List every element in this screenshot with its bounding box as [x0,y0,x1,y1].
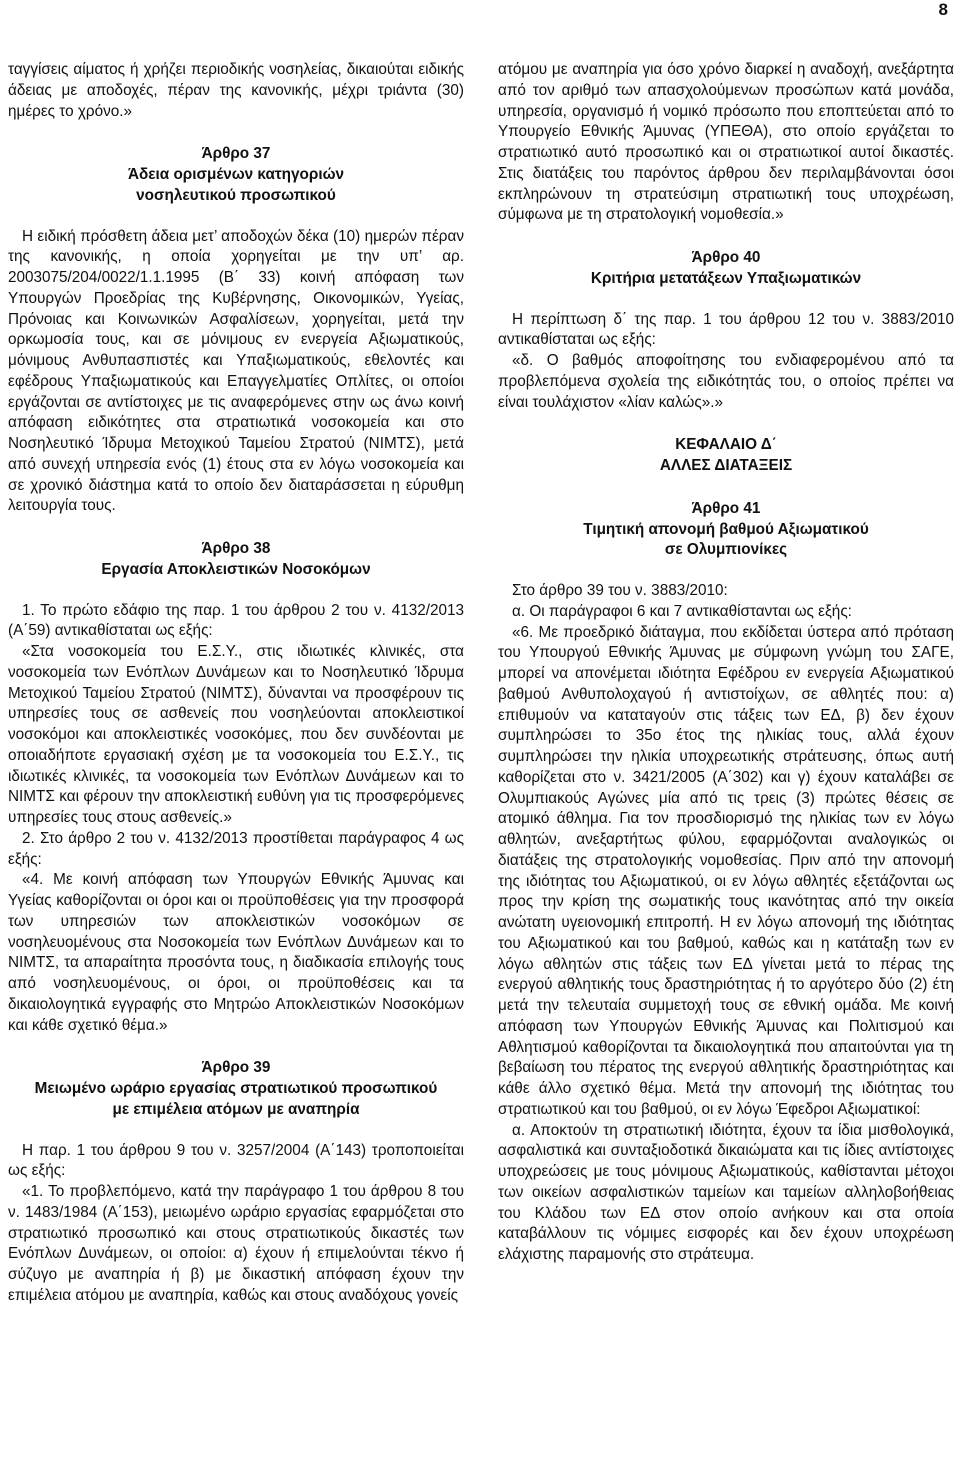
paragraph-continuation: ταγγίσεις αίματος ή χρήζει περιοδικής νοσηλείας, δικαιούται ειδικής άδειας με αποδοχές, πέραν της κανονικής, μέχρι τριάντα (30) ημέρες το χρόνο.» [8,61,464,120]
article-37-title: Άρθρο 37 [201,145,271,163]
article-39-paragraph-1: Η παρ. 1 του άρθρου 9 του ν. 3257/2004 (Α΄143) τροποποιείται ως εξής: [8,1141,464,1180]
article-37-subtitle-line2: νοσηλευτικού προσωπικού [136,186,336,204]
article-41-subtitle-line1: Τιμητική απονομή βαθμού Αξιωματικού [583,520,869,538]
article-39-subtitle-line2: με επιμέλεια ατόμων με αναπηρία [112,1100,360,1118]
article-39-title: Άρθρο 39 [201,1059,271,1077]
article-38-paragraph-4: «4. Με κοινή απόφαση των Υπουργών Εθνικής Άμυνας και Υγείας καθορίζονται οι όροι και οι προϋποθέσεις για την προσφορά των υπηρεσιών των αποκλειστικών νοσοκόμων σε νοσηλευομένους στα Νοσοκομεία των Ενόπλων Δυνάμεων και το ΝΙΜΤΣ, τα απαραίτητα προσόντα τους, η διαδικασία επιλογής τους από νοσηλευομένους, οι όροι, οι προϋποθέσεις και τα δικαιολογητικά εγγραφής στο Μητρώο Αποκλειστικών Νοσοκόμων και κάθε σχετικό θέμα.» [8,871,464,1034]
page-number: 8 [938,0,948,19]
article-37-paragraph: Η ειδική πρόσθετη άδεια μετ’ αποδοχών δέκα (10) ημερών πέραν της κανονικής, η οποία χορηγείται με την υπ’ αρ. 2003075/204/0022/1.1.1995 (Β΄ 33) κοινή απόφαση των Υπουργών Προεδρίας της Κυβέρνησης, Οικονομικών, Υγείας, Πρόνοιας και Κοινωνικών Ασφαλίσεων, χορηγείται, μετά την ορκωμοσία τους, και σε μόνιμους εν ενεργεία Αξιωματικούς, μόνιμους Ανθυπασπιστές και Υπαξιωματικούς, εθελοντές και εφέδρους Υπαξιωματικούς και Επαγγελματίες Οπλίτες, οι οποίοι εργάζονται σε αντίστοιχες με τις αναφερόμενες στην ως άνω κοινή απόφαση ειδικότητες στα στρατιωτικά νοσοκομεία και στο Νοσηλευτικό Ίδρυμα Μετοχικού Ταμείου Στρατού (ΝΙΜΤΣ), μετά από συνεχή υπηρεσία ενός (1) έτους στα εν λόγω νοσοκομεία και σε χρονικό διάστημα κατά το οποίο δεν διαταράσσεται η εύρυθμη λειτουργία τους. [8,227,464,515]
article-41-title: Άρθρο 41 [691,499,761,517]
left-column [8,60,464,1307]
paragraph-continuation: ατόμου με αναπηρία για όσο χρόνο διαρκεί η αναδοχή, ανεξάρτητα από τον αριθμό των απασχολούμενων προσώπων κατά μονάδα, υπηρεσία, οργανισμό ή νομικό πρόσωπο που εποπτεύεται από το Υπουργείο Εθνικής Άμυνας (ΥΠΕΘΑ), στο οποίο εργάζεται το στρατιωτικό αυτό προσωπικό και οι στρατιωτικοί αυτοί δικαστές. Στις διατάξεις του παρόντος άρθρου δεν περιλαμβάνονται όσοι εκπληρώνουν τη στρατεύσιμη στρατιωτική τους υποχρέωση, σύμφωνα με τη στρατολογική νομοθεσία.» [498,61,954,224]
chapter-title: ΚΕΦΑΛΑΙΟ Δ΄ [675,436,777,454]
article-41-paragraph-2: α. Οι παράγραφοι 6 και 7 αντικαθίστανται ως εξής: [512,602,852,620]
article-40-paragraph-1: Η περίπτωση δ΄ της παρ. 1 του άρθρου 12 του ν. 3883/2010 αντικαθίσταται ως εξής: [498,310,954,349]
article-38-paragraph-1: 1. Το πρώτο εδάφιο της παρ. 1 του άρθρου 2 του ν. 4132/2013 (Α΄59) αντικαθίσταται ως εξής: [8,601,464,640]
article-40-subtitle: Κριτήρια μετατάξεων Υπαξιωματικών [590,269,862,287]
article-38-title: Άρθρο 38 [201,540,271,557]
article-41-paragraph-4: α. Αποκτούν τη στρατιωτική ιδιότητα, έχουν τα ίδια μισθολογικά, ασφαλιστικά και συνταξιοδοτικά δικαιώματα και τις ίδιες αντίστοιχες υποχρεώσεις με τους μόνιμους Αξιωματικούς, καθίστανται μέτοχοι των οικείων ασφαλιστικών ταμείων και ταμείων αλληλοβοήθειας του Κλάδου των ΕΔ στον οποίο ανήκουν και στα οποία καταβάλλουν τις νόμιμες εισφορές και δεν έχουν υποχρέωση ελάχιστης παραμονής στο στράτευμα. [498,1121,954,1263]
article-41-paragraph-3: «6. Με προεδρικό διάταγμα, που εκδίδεται ύστερα από πρόταση του Υπουργού Εθνικής Άμυνας με σύμφωνη γνώμη του ΣΑΓΕ, μπορεί να απονέμεται ιδιότητα Εφέδρου εν ενεργεία Αξιωματικού βαθμού Ανθυπολοχαγού ή αντιστοίχων, σε αθλητές που: α) επιθυμούν να καταταγούν στις τάξεις των ΕΔ, β) δεν έχουν συμπληρώσει το 35ο έτος της ηλικίας τους, αλλά έχουν συμπληρώσει την ηλικία υποχρεωτικής στράτευσης, όπως αυτή καθορίζεται στο ν. 3421/2005 (Α΄302) και γ) έχουν καταλάβει σε Ολυμπιακούς Αγώνες μία από τις τρεις (3) πρώτες θέσεις σε ατομικό άθλημα. Για τον προσδιορισμό της ηλικίας των εν λόγω αθλητών, ανεξαρτήτως φύλου, εφαρμόζονται αναλογικώς οι διατάξεις της στρατολογικής νομοθεσίας. Πριν από την απονομή της ιδιότητας του Αξιωματικού, οι εν λόγω αθλητές εξετάζονται ως προς την κρίση της σωματικής τους ικανότητας από την οικεία ανώτατη υγειονομική επιτροπή. Η εν λόγω απονομή της ιδιότητας του Αξιωματικού και του βαθμού, καθώς και η κατάταξη των εν λόγω αθλητών στις τάξεις των ΕΔ γίνεται μετά το πέρας της ενεργού αθλητικής τους δραστηριότητας ή το αργότερο δύο (2) έτη μετά την τελευταία συμμετοχή τους σε εθνική ομάδα. Με κοινή απόφαση των Υπουργών Εθνικής Άμυνας και Πολιτισμού και Αθλητισμού καθορίζονται τα δικαιολογητικά που απαιτούνται για τη βεβαίωση του πέρατος της ενεργού αθλητικής δραστηριότητας και κάθε άλλο σχετικό θέμα. Μετά την απονομή της ιδιότητας του στρατιωτικού και του βαθμού, οι εν λόγω Έφεδροι Αξιωματικοί: [498,623,954,1118]
right-column [498,60,954,1266]
article-37-subtitle-line1: Άδεια ορισμένων κατηγοριών [127,166,345,183]
article-39-paragraph-2: «1. Το προβλεπόμενο, κατά την παράγραφο 1 του άρθρου 8 του ν. 1483/1984 (Α΄153), μειωμένο ωράριο εργασίας εφαρμόζεται στο στρατιωτικό προσωπικό και στους στρατιωτικούς δικαστές των Ενόπλων Δυνάμεων, οι οποίοι: α) έχουν ή επιμελούνται τέκνο ή σύζυγο με αναπηρία ή β) με δικαστική απόφαση έχουν την επιμέλεια ατόμου με αναπηρία, καθώς και στους αναδόχους γονείς [8,1183,464,1304]
article-40-title: Άρθρο 40 [691,249,761,266]
article-39-subtitle-line1: Μειωμένο ωράριο εργασίας στρατιωτικού προσωπικού [34,1080,438,1097]
article-38-paragraph-2: «Στα νοσοκομεία του Ε.Σ.Υ., στις ιδιωτικές κλινικές, στα νοσοκομεία των Ενόπλων Δυνάμεων και το Νοσηλευτικό Ίδρυμα Μετοχικού Ταμείου Στρατού (ΝΙΜΤΣ), δύνανται να προσφέρουν τις υπηρεσίες τους σε ασθενείς που νοσηλεύονται αποκλειστικοί νοσοκόμοι και αποκλειστικές νοσοκόμες, που δεν συνδέονται με οποιαδήποτε εργασιακή σχέση με τα νοσοκομεία του Ε.Σ.Υ., τις ιδιωτικές κλινικές, τα νοσοκομεία των Ενόπλων Δυνάμεων και το ΝΙΜΤΣ και φέρουν την αποκλειστική ευθύνη για τις προσφερόμενες υπηρεσίες τους στους ασθενείς.» [8,643,464,826]
article-38-paragraph-3: 2. Στο άρθρο 2 του ν. 4132/2013 προστίθεται παράγραφος 4 ως εξής: [8,829,464,868]
chapter-subtitle: ΑΛΛΕΣ ΔΙΑΤΑΞΕΙΣ [659,457,793,474]
article-40-paragraph-2: «δ. Ο βαθμός αποφοίτησης του ενδιαφερομένου από τα προβλεπόμενα σχολεία της ειδικότητάς του, ο οποίος πρέπει να είναι τουλάχιστον «λίαν καλώς».» [498,352,954,411]
article-38-subtitle: Εργασία Αποκλειστικών Νοσοκόμων [101,560,371,578]
article-41-subtitle-line2: σε Ολυμπιονίκες [664,541,788,559]
article-41-paragraph-1: Στο άρθρο 39 του ν. 3883/2010: [512,582,728,599]
